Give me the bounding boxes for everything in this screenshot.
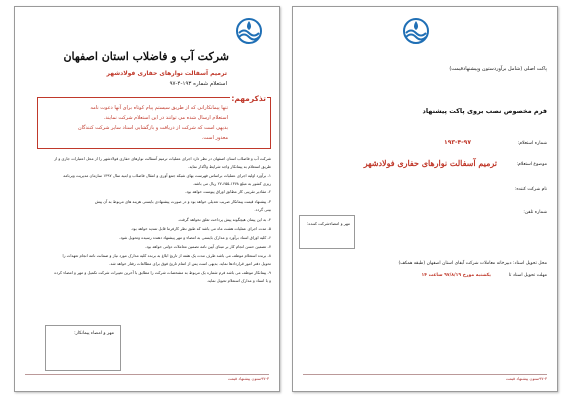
inquiry-number-value: ۱۹۳-۴-۹۷ [444,139,471,146]
reminder-line: استعلام ارسال شده می توانند در این استعلام شرکت نمایند. [103,115,228,121]
body-line: شرکت آب و فاضلاب استان اصفهان در نظر دارد اجرای عملیات ترمیم آسفالت نوارهای حفاری فولادشهر را از محل اعتبارات جاری و از [54,156,271,161]
body-line: ۶- کلیه اوراق اسناد برآورد و مدارک بایستی به امضاء و مهر پیشنهاد دهنده رسیده وتحویل شود. [119,235,271,240]
inquiry-letter-page [14,6,280,392]
body-line: ۷- تضمین حسن انجام کار بر مبنای آیین نامه تضمین معاملات دولتی خواهد بود. [145,244,271,249]
page-footer [25,374,269,385]
signature-label: مهر و امضاء پیمانکار: [74,331,114,336]
subject-value: ترمیم آسفالت نوارهای حفاری فولادشهر [363,158,497,168]
subject-label: موضوع استعلام: [516,162,547,167]
body-line: ۹- پیمانکار موظف می باشد فرم شماره یک مربوط به مشخصات شرکت را مطابق با آخرین تغییرات شرکت تکمیل و مهر و امضاء کرده [54,270,271,275]
company-name-label: نام شرکت کننده: [514,187,547,192]
deadline-value: یکشنبه مورخ ۹۷/۸/۱۹ ساعت ۱۴ [421,273,491,278]
stamp-label: مهر و امضاءشرکت کننده: [306,221,350,226]
footer-text: ۹۷-۳ستون پیشنهاد قیمت [505,376,547,381]
reminder-title: تذکرمهم: [231,94,266,103]
body-line: ۱- برآورد اولیه اجرای عملیات براساس فهرست بهای شبکه جمع آوری و انتقال فاضلاب و ابنیه سال ۱۳۹۷ سازمان مدیریت وبرنامه [63,173,271,178]
body-line: ۸- برنده استعلام موظف می باشد ظرف مدت یک هفته از تاریخ ابلاغ به برنده کلیه مدارک مورد نیاز و ضمانت نامه انجام تعهدات را [62,253,271,258]
body-line: تحویل دفتر امور قراردادها نماید. بدیهی است پس از اتمام تاریخ فوق برای مطالعات رفتار خواهد شد. [109,261,271,266]
reminder-box [37,94,271,149]
inquiry-number-label: شماره استعلام: [517,141,547,146]
body-line: ۴- به این پیمان هیچگونه پیش پرداخت تعلق نخواهد گرفت. [177,217,271,222]
body-line: ریزی کشور به مبلغ ۲۷،۶۵۵،۱۳۷۸ ریال می باشد. [192,181,271,186]
company-logo-icon [399,17,433,49]
body-line: بینی گردد. [254,207,271,212]
phone-label: شماره تلفن: [523,210,547,215]
body-line: ۲- مقادیر تقریبی کار مطابق اوراق پیوست خواهد بود. [185,189,271,194]
page-footer [303,374,547,385]
company-name: شرکت آب و فاضلاب استان اصفهان [63,50,229,63]
reminder-line: معذور است. [201,135,228,141]
envelope-form-page [292,6,558,392]
envelope-header: پاکت اصلی (شامل برآوردستون وپیشنهادقیمت) [449,66,547,72]
form-title: فرم مخصوص نصب بروی پاکت پیشنهاد [422,107,547,115]
reminder-line: بدیهی است که شرکت از دریافت و بازگشایی اسناد سایر شرکت کنندگان [77,125,228,131]
reminder-line: تنها پیمانکارانی که از طریق سیستم پیام کوتاه برای آنها دعوت نامه [90,105,228,111]
contractor-signature-box [45,325,121,371]
footer-text: ۹۷-۳ستون پیشنهاد قیمت [227,376,269,381]
company-logo-icon [232,17,266,49]
inquiry-number-line: استعلام شماره ۱۹۳-۴-۹۷ [169,81,227,87]
body-line: و با اسناد و مدارک استعلام تحویل نماید. [206,278,271,283]
project-title: ترمیم آسفالت نوارهای حفاری فولادشهر [106,70,227,77]
body-line: طریق استعلام به پیمانکار واجد شرایط واگذار نماید. [188,164,271,169]
deadline-prefix: مهلت تحویل اسناد تا [508,273,547,278]
body-line: ۵- مدت اجرای عملیات هشت ماه می باشد که طبق نظر کارفرما قابل تمدید خواهد بود. [130,226,271,231]
body-line: ۳- پیشنهاد قیمت پیمانکار ضریب تعدیلی خواهد بود و در صورت پیشنهادی بایستی هزینه های مربوط به آن پیش [94,199,271,204]
delivery-place: محل تحویل اسناد: دبیرخانه معاملات شرکت آبفای استان اصفهان (طبقه همکف) [398,261,547,266]
bidder-stamp-box [299,215,355,249]
